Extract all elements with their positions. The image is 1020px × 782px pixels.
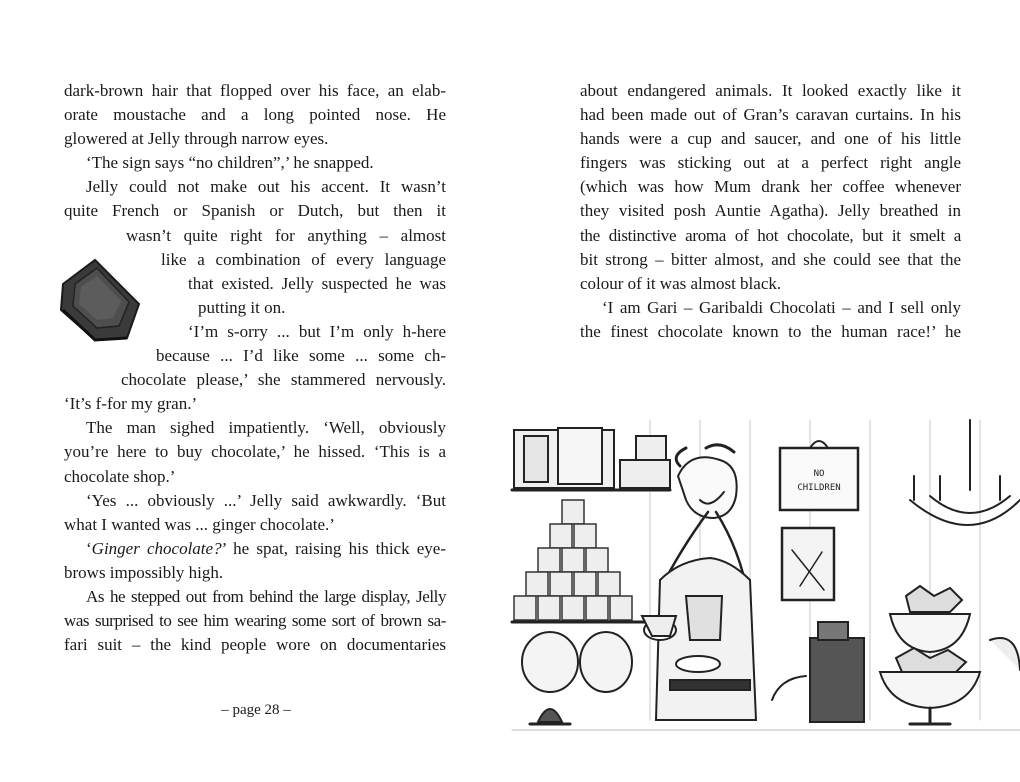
italic-phrase: Ginger chocolate? <box>91 538 222 558</box>
text-line: (which was how Mum drank her coffee whenever <box>580 177 961 197</box>
text-line: like a combination of every language <box>161 249 446 269</box>
sign-text-line1: NO <box>813 469 825 479</box>
right-page-text <box>580 79 961 344</box>
left-page-text <box>64 79 446 657</box>
text-line: brows impossibly high. <box>64 562 224 582</box>
text-line: dark-brown hair that flopped over his face, an elab- <box>64 81 446 100</box>
sign-text-line2: CHILDREN <box>797 483 841 493</box>
text-line: was surprised to see him wearing some sort of brown sa- <box>64 611 446 631</box>
text-line: Jelly could not make out his accent. It wasn’t <box>86 177 446 197</box>
text-line: that existed. Jelly suspected he was <box>188 273 446 293</box>
text-line: The man sighed impatiently. ‘Well, obviously <box>86 418 446 438</box>
text-line: ‘Yes ... obviously ...’ Jelly said awkwardly. ‘But <box>86 490 446 510</box>
text-line: ‘I am Gari – Garibaldi Chocolati – and I sell only <box>602 297 961 317</box>
text-line: the finest chocolate known to the human race!’ he <box>580 321 961 341</box>
text-line: ‘I’m s-orry ... but I’m only h-here <box>188 321 446 341</box>
page-number: – page 28 – <box>221 702 291 718</box>
text-fragment: ’ he spat, raising his thick eye- <box>221 538 447 558</box>
text-line: ‘It’s f-for my gran.’ <box>64 394 198 414</box>
text-line: the distinctive aroma of hot chocolate, but it smelt a <box>580 225 961 245</box>
text-line: quite French or Spanish or Dutch, but then it <box>64 201 446 221</box>
text-line: they visited posh Auntie Agatha). Jelly breathed in <box>580 201 961 221</box>
text-line: colour of it was almost black. <box>580 273 782 293</box>
text-line: had been made out of Gran’s caravan curtains. In his <box>580 105 961 125</box>
text-line: fingers was sticking out at a perfect right angle <box>580 153 961 173</box>
text-line: about endangered animals. It looked exactly like it <box>580 81 961 100</box>
chocolate-shop-illustration <box>510 400 1020 740</box>
text-line: what I wanted was ... ginger chocolate.’ <box>64 514 335 534</box>
text-line: you’re here to buy chocolate,’ he hissed. ‘This is a <box>64 442 446 462</box>
text-line: putting it on. <box>198 297 286 317</box>
text-line: because ... I’d like some ... some ch- <box>156 346 446 366</box>
text-line: ‘The sign says “no children”,’ he snapped. <box>86 153 374 173</box>
text-line: hands were a cup and saucer, and one of his little <box>580 129 961 149</box>
text-line: orate moustache and a long pointed nose. He <box>64 105 446 125</box>
text-line: glowered at Jelly through narrow eyes. <box>64 129 329 149</box>
text-line: chocolate please,’ she stammered nervously. <box>121 370 446 390</box>
chocolate-piece-icon <box>55 254 147 346</box>
text-line: wasn’t quite right for anything – almost <box>126 225 446 245</box>
text-line: ‘Ginger chocolate?’ he spat, raising his thick eye- <box>86 538 447 558</box>
text-line: fari suit – the kind people wore on documentaries <box>64 635 446 655</box>
text-line: bit strong – bitter almost, and she could see that the <box>580 249 961 269</box>
text-line: chocolate shop.’ <box>64 466 176 486</box>
text-line: As he stepped out from behind the large display, Jelly <box>86 586 446 606</box>
